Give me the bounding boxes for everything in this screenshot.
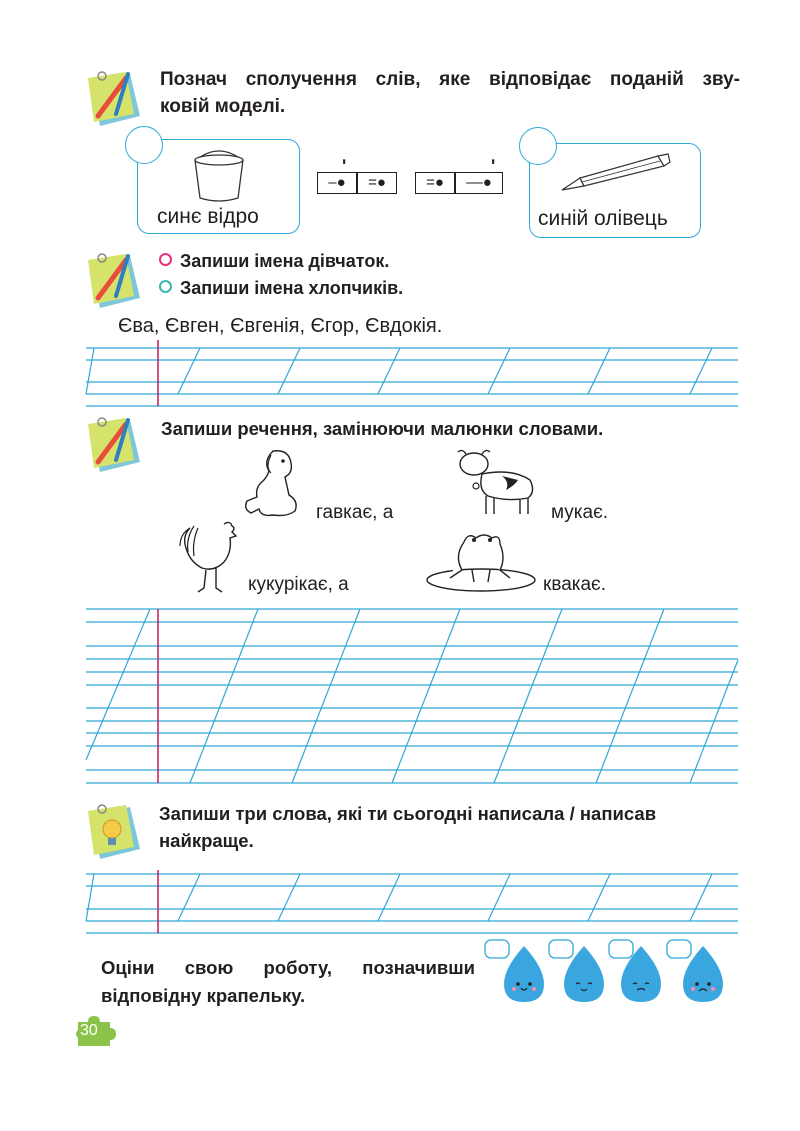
task2-item2-text: Запиши імена хлопчиків. — [180, 278, 404, 298]
word-crows: кукурікає, а — [248, 574, 349, 595]
drop-neutral-icon[interactable] — [609, 940, 661, 1002]
model-cell: –● — [317, 172, 357, 194]
word-croaks: квакає. — [543, 574, 607, 595]
option-label-right: синій олівець — [538, 207, 668, 230]
task4-title-line2: найкраще. — [159, 830, 254, 851]
task4-title-line1: Запиши три слова, які ти сьогодні написала / написав — [159, 803, 657, 824]
drop-calm-icon[interactable] — [549, 940, 604, 1002]
drop-happy-icon[interactable] — [485, 940, 544, 1002]
drops-row — [484, 938, 734, 1008]
task2-item1-text: Запиши імена дівчаток. — [180, 251, 390, 271]
assessment-line2: відповідну крапельку. — [101, 985, 306, 1006]
model-cell: =● — [357, 172, 397, 194]
page-number-badge — [74, 1014, 118, 1048]
word-moos: мукає. — [551, 502, 609, 523]
page-number: 30 — [80, 1022, 98, 1039]
task3-title: Запиши речення, замінюючи малюнки словами. — [161, 418, 604, 439]
word-barks: гавкає, а — [316, 502, 394, 523]
assessment-line1: Оціни свою роботу, позначивши — [101, 957, 475, 978]
task1-title-line2: ковій моделі. — [160, 96, 286, 117]
drop-sad-icon[interactable] — [667, 940, 723, 1002]
task1-title-line1: Познач сполучення слів, яке відповідає поданій зву- — [160, 69, 740, 90]
model-cell: =● — [415, 172, 455, 194]
option-label-left: синє відро — [157, 205, 259, 228]
stress-mark: ʹ — [342, 156, 347, 176]
stress-mark: ʹ — [491, 156, 496, 176]
model-cell: ––● — [455, 172, 503, 194]
names-list: Єва, Євген, Євгенія, Єгор, Євдокія. — [118, 315, 443, 337]
